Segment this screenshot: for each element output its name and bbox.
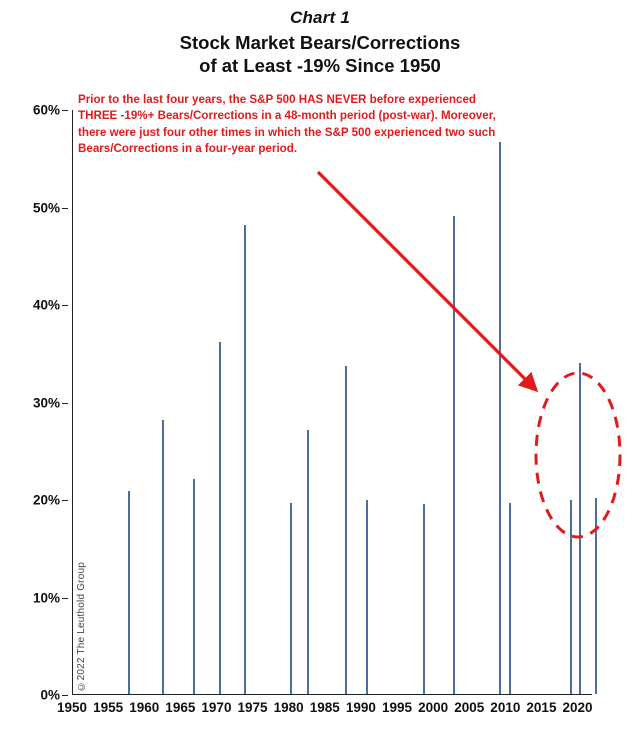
bar <box>244 225 246 694</box>
y-axis-tick <box>62 110 68 111</box>
y-axis-tick-label: 20% <box>32 492 60 508</box>
bar <box>509 503 511 694</box>
bar <box>499 142 501 694</box>
y-axis-tick-label: 30% <box>32 395 60 410</box>
x-axis-tick-label: 1970 <box>201 700 232 715</box>
x-axis-tick-label: 1955 <box>93 700 124 715</box>
y-axis-tick <box>62 695 68 696</box>
bar <box>128 491 130 694</box>
plot-area <box>72 110 592 695</box>
bar <box>366 500 368 694</box>
bar <box>423 504 425 694</box>
x-axis-tick-label: 1995 <box>381 700 413 715</box>
bar <box>290 503 292 694</box>
y-axis-tick-label: 60% <box>32 102 60 118</box>
y-axis-tick <box>62 403 68 404</box>
bar <box>595 498 597 694</box>
x-axis-tick-label: 1965 <box>165 700 196 715</box>
x-axis-tick-label: 2020 <box>562 700 593 715</box>
y-axis-tick <box>62 208 68 209</box>
x-axis-tick-label: 1985 <box>309 700 340 715</box>
y-axis-tick <box>62 500 68 501</box>
bar <box>307 430 309 694</box>
x-axis-tick-label: 1975 <box>237 700 268 715</box>
bar <box>193 479 195 694</box>
x-axis-labels <box>56 700 593 724</box>
bar <box>570 500 572 694</box>
x-axis-tick-label: 1960 <box>129 700 160 715</box>
x-axis-tick-label: 2005 <box>454 700 485 715</box>
chart-title-line-1: Stock Market Bears/Corrections <box>179 32 461 53</box>
bar <box>219 342 221 694</box>
x-axis-tick-label: 2010 <box>490 700 521 715</box>
y-axis-tick-label: 0% <box>40 687 60 703</box>
y-axis-tick <box>62 305 68 306</box>
bar <box>579 363 581 695</box>
x-axis-tick-label: 1990 <box>345 700 376 715</box>
chart-header <box>0 8 640 77</box>
y-axis-tick-label: 40% <box>32 297 60 313</box>
y-axis-tick-label: 50% <box>32 200 60 215</box>
x-axis-tick-label: 2015 <box>526 700 557 715</box>
y-axis-tick <box>62 598 68 599</box>
y-axis-labels <box>0 102 68 703</box>
x-axis-tick-label: 1950 <box>56 700 88 715</box>
x-axis-tick-label: 2000 <box>418 700 449 715</box>
bar <box>453 216 455 694</box>
copyright-credit: ©2022 The Leuthold Group <box>76 562 87 692</box>
annotation-text: Prior to the last four years, the S&P 500 HAS NEVER before experienced THREE -19%+ Bears/Corrections in a 48-month period (post-war). Moreover, there were just four other times in which the S&P 500 experienced two such Bears/Corrections in a four-year period. <box>78 93 496 156</box>
bar <box>162 420 164 694</box>
x-axis-tick-label: 1980 <box>273 700 304 715</box>
chart-title-line-2: of at Least -19% Since 1950 <box>199 55 441 77</box>
bar-series <box>73 110 592 694</box>
y-axis-tick-label: 10% <box>32 590 60 605</box>
bar <box>345 366 347 694</box>
chart-number-label: Chart 1 <box>290 8 350 27</box>
